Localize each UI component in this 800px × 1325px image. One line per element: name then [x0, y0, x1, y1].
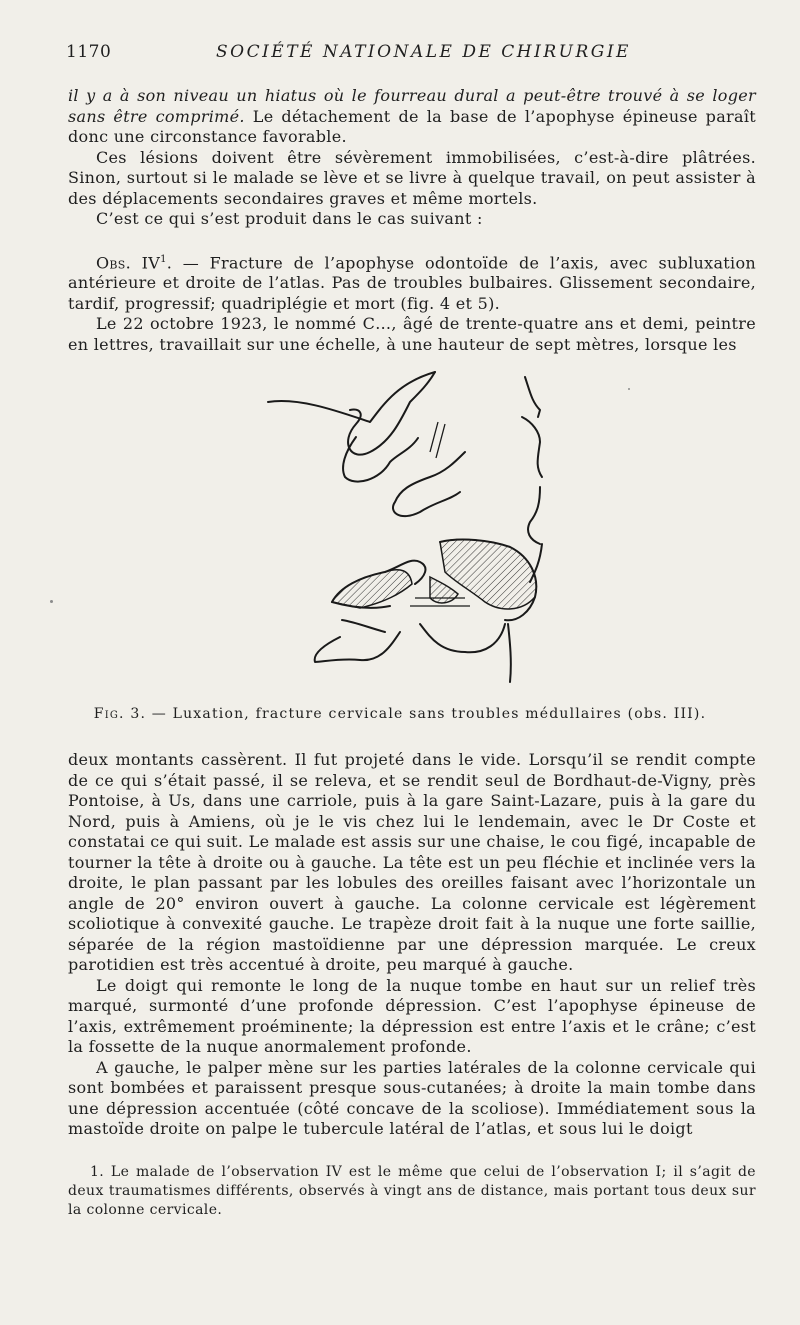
paper-speck	[628, 388, 630, 390]
paragraph-palpation-sides: A gauche, le palper mène sur les parties latérales de la colonne cervicale qui sont bombées et paraissent presque sous-cutanées; à droite la main tombe dans une dépression accentuée (côté concave de la scoliose). Immédiatement sous la mastoïde droite on palpe le tubercule latéral de l’atlas, et sous lui le doigt	[68, 1057, 756, 1138]
footnote	[68, 1163, 756, 1220]
italic-phrase: il y a à son niveau un hiatus où le fourreau dural a peut-être trouvé à se loger sans être comprimé.	[68, 86, 756, 126]
upper-text-block	[68, 86, 756, 355]
spine-radiograph-drawing	[260, 362, 560, 700]
paragraph-continuation	[68, 86, 756, 148]
observation-heading	[68, 250, 756, 315]
lower-text-block	[68, 750, 756, 1140]
paragraph-palpation-nape: Le doigt qui remonte le long de la nuque tombe en haut sur un relief très marqué, surmonté d’une profonde dépression. C’est l’apophyse épineuse de l’axis, extrêmement proéminente; la dépression est entre l’axis et le crâne; c’est la fossette de la nuque anormalement profonde.	[68, 975, 756, 1056]
paragraph-text: Le détachement de la base de l’apophyse épineuse paraît donc une circonstance favorable.	[68, 106, 756, 146]
figure-label: Fig. 3.	[93, 706, 147, 722]
footnote-text: 1. Le malade de l’observation IV est le même que celui de l’observation I; il s’agit de deux traumatismes différents, observés à vingt ans de distance, mais portant tous deux sur la colonne cervicale.	[68, 1164, 756, 1218]
running-head: SOCIÉTÉ NATIONALE DE CHIRURGIE	[216, 42, 631, 62]
observation-summary: . — Fracture de l’apophyse odontoïde de l’axis, avec subluxation antérieure et droite de l’atlas. Pas de troubles bulbaires. Glissement secondaire, tardif, progressif; quadriplégie et mort (fig. 4 et 5).	[68, 252, 756, 313]
paragraph-transition: C’est ce qui s’est produit dans le cas suivant :	[96, 209, 483, 228]
paragraph-immobilisation: Ces lésions doivent être sévèrement immobilisées, c’est-à-dire plâtrées. Sinon, surtout si le malade se lève et se livre à quelque travail, on peut assister à des déplacements secondaires graves et même mortels.	[68, 147, 756, 208]
paragraph-case-start: Le 22 octobre 1923, le nommé C…, âgé de trente-quatre ans et demi, peintre en lettres, travaillait sur une échelle, à une hauteur de sept mètres, lorsque les	[68, 314, 756, 354]
figure-caption	[0, 706, 800, 722]
paragraph-case-narrative: deux montants cassèrent. Il fut projeté dans le vide. Lorsqu’il se rendit compte de ce qui s’était passé, il se releva, et se rendit seul de Bordhaut-de-Vigny, près Pontoise, à Us, dans une carriole, puis à la gare Saint-Lazare, puis à la gare du Nord, puis à Amiens, où je le vis chez lui le lendemain, avec le Dr Coste et constatai ce qui suit. Le malade est assis sur une chaise, le cou figé, incapable de tourner la tête à droite ou à gauche. La tête est un peu fléchie et inclinée vers la droite, le plan passant par les lobules des oreilles faisant avec l’horizontale un angle de 20° environ ouvert à gauche. La colonne cervicale est légèrement scoliotique à convexité gauche. Le trapèze droit fait à la nuque une forte saillie, séparée de la région mastoïdienne par une dépression marquée. Le creux parotidien est très accentué à droite, peu marqué à gauche.	[68, 750, 756, 974]
figure-caption-text: — Luxation, fracture cervicale sans troubles médullaires (obs. III).	[146, 706, 707, 722]
page-header	[66, 42, 760, 66]
page-number: 1170	[66, 42, 112, 62]
observation-label: Obs. IV	[96, 252, 161, 272]
footnote-ref: 1	[160, 253, 167, 265]
paper-speck	[50, 600, 53, 603]
